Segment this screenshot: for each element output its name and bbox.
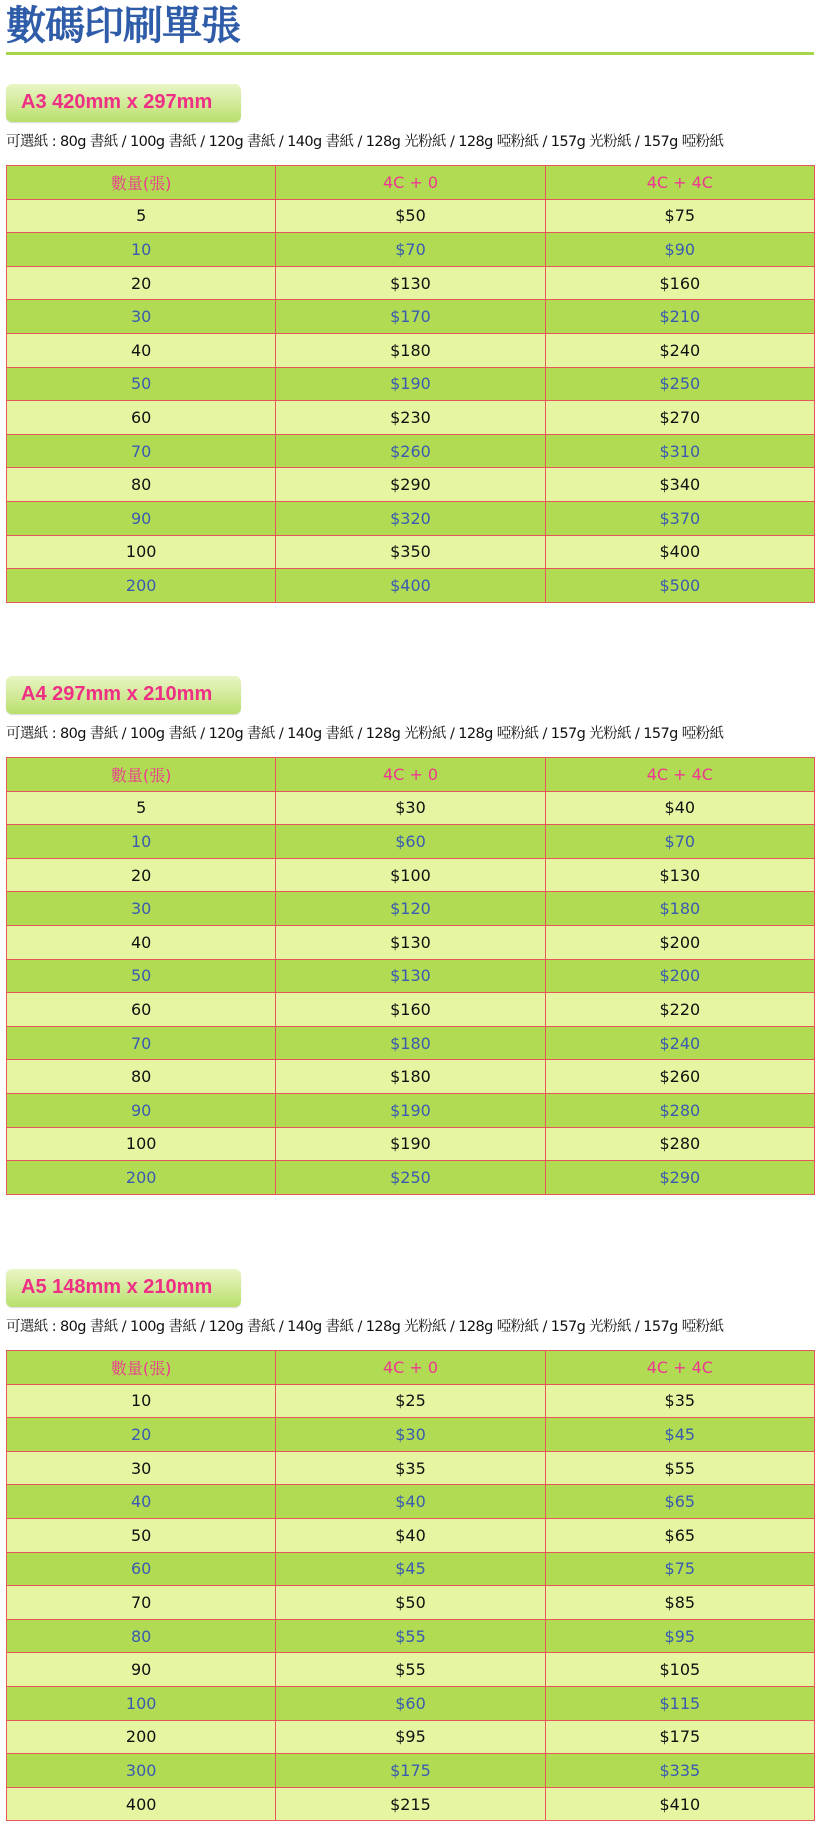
table-row: [7, 569, 815, 603]
quantity-cell: 70: [7, 1586, 276, 1620]
price-cell: $260: [276, 434, 545, 468]
price-cell: $180: [545, 892, 814, 926]
price-cell: $95: [545, 1619, 814, 1653]
price-cell: $290: [545, 1161, 814, 1195]
table-row: [7, 367, 815, 401]
table-row: [7, 993, 815, 1027]
price-cell: $400: [545, 535, 814, 569]
header-single-sided: 4C + 0: [276, 166, 545, 200]
quantity-cell: 90: [7, 1653, 276, 1687]
header-double-sided: 4C + 4C: [545, 758, 814, 792]
table-header-row: [7, 758, 815, 792]
table-row: [7, 1619, 815, 1653]
price-cell: $40: [276, 1485, 545, 1519]
price-cell: $160: [276, 993, 545, 1027]
price-cell: $75: [545, 1552, 814, 1586]
table-row: [7, 1552, 815, 1586]
header-double-sided: 4C + 4C: [545, 1351, 814, 1385]
price-cell: $180: [276, 333, 545, 367]
price-table: [6, 757, 815, 1195]
table-row: [7, 1127, 815, 1161]
price-cell: $45: [276, 1552, 545, 1586]
header-single-sided: 4C + 0: [276, 1351, 545, 1385]
price-cell: $175: [545, 1720, 814, 1754]
price-cell: $35: [276, 1451, 545, 1485]
price-cell: $70: [276, 233, 545, 267]
price-cell: $130: [276, 925, 545, 959]
price-cell: $95: [276, 1720, 545, 1754]
quantity-cell: 70: [7, 1026, 276, 1060]
table-row: [7, 1720, 815, 1754]
quantity-cell: 300: [7, 1754, 276, 1788]
table-row: [7, 401, 815, 435]
price-cell: $90: [545, 233, 814, 267]
size-tab: [6, 84, 241, 122]
price-cell: $35: [545, 1384, 814, 1418]
price-cell: $75: [545, 199, 814, 233]
price-cell: $120: [276, 892, 545, 926]
table-row: [7, 1686, 815, 1720]
price-cell: $320: [276, 501, 545, 535]
quantity-cell: 200: [7, 569, 276, 603]
price-cell: $240: [545, 333, 814, 367]
table-header-row: [7, 1351, 815, 1385]
quantity-cell: 90: [7, 1093, 276, 1127]
header-single-sided: 4C + 0: [276, 758, 545, 792]
price-cell: $65: [545, 1485, 814, 1519]
table-row: [7, 1787, 815, 1821]
table-row: [7, 892, 815, 926]
quantity-cell: 30: [7, 300, 276, 334]
quantity-cell: 60: [7, 401, 276, 435]
price-cell: $210: [545, 300, 814, 334]
price-cell: $50: [276, 1586, 545, 1620]
price-cell: $30: [276, 791, 545, 825]
price-cell: $85: [545, 1586, 814, 1620]
quantity-cell: 20: [7, 1418, 276, 1452]
price-cell: $340: [545, 468, 814, 502]
quantity-cell: 5: [7, 199, 276, 233]
price-cell: $290: [276, 468, 545, 502]
price-cell: $260: [545, 1060, 814, 1094]
price-cell: $70: [545, 825, 814, 859]
quantity-cell: 100: [7, 535, 276, 569]
quantity-cell: 10: [7, 1384, 276, 1418]
price-cell: $280: [545, 1127, 814, 1161]
quantity-cell: 5: [7, 791, 276, 825]
table-row: [7, 468, 815, 502]
price-cell: $240: [545, 1026, 814, 1060]
price-cell: $105: [545, 1653, 814, 1687]
price-cell: $55: [276, 1653, 545, 1687]
price-cell: $190: [276, 1093, 545, 1127]
price-cell: $40: [276, 1518, 545, 1552]
table-row: [7, 1518, 815, 1552]
price-cell: $370: [545, 501, 814, 535]
table-header-row: [7, 166, 815, 200]
table-row: [7, 1060, 815, 1094]
price-cell: $115: [545, 1686, 814, 1720]
price-cell: $400: [276, 569, 545, 603]
quantity-cell: 80: [7, 1619, 276, 1653]
table-row: [7, 1384, 815, 1418]
quantity-cell: 400: [7, 1787, 276, 1821]
table-row: [7, 434, 815, 468]
price-cell: $250: [545, 367, 814, 401]
quantity-cell: 50: [7, 1518, 276, 1552]
table-row: [7, 959, 815, 993]
price-cell: $200: [545, 959, 814, 993]
price-cell: $40: [545, 791, 814, 825]
size-label: A4 297mm x 210mm: [21, 683, 213, 705]
paper-options-note: 可選紙 : 80g 書紙 / 100g 書紙 / 120g 書紙 / 140g 書紙 / 128g 光粉紙 / 128g 啞粉紙 / 157g 光粉紙 / 157g 啞粉紙: [6, 1319, 724, 1335]
paper-options-note: 可選紙 : 80g 書紙 / 100g 書紙 / 120g 書紙 / 140g 書紙 / 128g 光粉紙 / 128g 啞粉紙 / 157g 光粉紙 / 157g 啞粉紙: [6, 726, 724, 742]
table-row: [7, 199, 815, 233]
table-row: [7, 1586, 815, 1620]
header-double-sided: 4C + 4C: [545, 166, 814, 200]
quantity-cell: 20: [7, 858, 276, 892]
price-cell: $220: [545, 993, 814, 1027]
price-cell: $270: [545, 401, 814, 435]
table-row: [7, 825, 815, 859]
price-cell: $55: [545, 1451, 814, 1485]
price-cell: $335: [545, 1754, 814, 1788]
table-row: [7, 501, 815, 535]
table-row: [7, 1161, 815, 1195]
quantity-cell: 80: [7, 468, 276, 502]
table-row: [7, 233, 815, 267]
table-row: [7, 266, 815, 300]
quantity-cell: 40: [7, 925, 276, 959]
table-row: [7, 791, 815, 825]
price-cell: $310: [545, 434, 814, 468]
price-table: [6, 1350, 815, 1821]
header-quantity: 數量(張): [7, 166, 276, 200]
price-cell: $190: [276, 367, 545, 401]
size-label: A5 148mm x 210mm: [21, 1276, 213, 1298]
quantity-cell: 10: [7, 233, 276, 267]
price-cell: $60: [276, 1686, 545, 1720]
quantity-cell: 90: [7, 501, 276, 535]
price-cell: $30: [276, 1418, 545, 1452]
price-cell: $180: [276, 1060, 545, 1094]
price-cell: $250: [276, 1161, 545, 1195]
quantity-cell: 60: [7, 993, 276, 1027]
price-cell: $45: [545, 1418, 814, 1452]
price-cell: $130: [545, 858, 814, 892]
price-cell: $410: [545, 1787, 814, 1821]
title-divider: [6, 52, 814, 55]
table-row: [7, 1451, 815, 1485]
price-cell: $190: [276, 1127, 545, 1161]
quantity-cell: 20: [7, 266, 276, 300]
price-cell: $230: [276, 401, 545, 435]
quantity-cell: 100: [7, 1686, 276, 1720]
table-row: [7, 333, 815, 367]
table-row: [7, 858, 815, 892]
price-cell: $280: [545, 1093, 814, 1127]
quantity-cell: 60: [7, 1552, 276, 1586]
table-row: [7, 1653, 815, 1687]
price-cell: $170: [276, 300, 545, 334]
quantity-cell: 10: [7, 825, 276, 859]
price-cell: $130: [276, 266, 545, 300]
size-label: A3 420mm x 297mm: [21, 91, 213, 113]
price-cell: $200: [545, 925, 814, 959]
price-table: [6, 165, 815, 603]
price-cell: $55: [276, 1619, 545, 1653]
price-cell: $25: [276, 1384, 545, 1418]
quantity-cell: 50: [7, 959, 276, 993]
quantity-cell: 100: [7, 1127, 276, 1161]
price-cell: $100: [276, 858, 545, 892]
size-tab: [6, 676, 241, 714]
table-row: [7, 535, 815, 569]
price-cell: $350: [276, 535, 545, 569]
table-row: [7, 1093, 815, 1127]
quantity-cell: 40: [7, 333, 276, 367]
price-cell: $65: [545, 1518, 814, 1552]
quantity-cell: 200: [7, 1720, 276, 1754]
table-row: [7, 300, 815, 334]
price-cell: $160: [545, 266, 814, 300]
price-cell: $130: [276, 959, 545, 993]
page-title: 數碼印刷單張: [6, 3, 240, 49]
paper-options-note: 可選紙 : 80g 書紙 / 100g 書紙 / 120g 書紙 / 140g 書紙 / 128g 光粉紙 / 128g 啞粉紙 / 157g 光粉紙 / 157g 啞粉紙: [6, 134, 724, 150]
quantity-cell: 80: [7, 1060, 276, 1094]
table-row: [7, 925, 815, 959]
table-row: [7, 1485, 815, 1519]
quantity-cell: 30: [7, 1451, 276, 1485]
price-cell: $175: [276, 1754, 545, 1788]
price-cell: $60: [276, 825, 545, 859]
quantity-cell: 70: [7, 434, 276, 468]
header-quantity: 數量(張): [7, 758, 276, 792]
quantity-cell: 40: [7, 1485, 276, 1519]
size-tab: [6, 1269, 241, 1307]
price-cell: $50: [276, 199, 545, 233]
quantity-cell: 50: [7, 367, 276, 401]
quantity-cell: 30: [7, 892, 276, 926]
table-row: [7, 1754, 815, 1788]
price-cell: $500: [545, 569, 814, 603]
price-cell: $180: [276, 1026, 545, 1060]
quantity-cell: 200: [7, 1161, 276, 1195]
table-row: [7, 1026, 815, 1060]
table-row: [7, 1418, 815, 1452]
header-quantity: 數量(張): [7, 1351, 276, 1385]
price-cell: $215: [276, 1787, 545, 1821]
